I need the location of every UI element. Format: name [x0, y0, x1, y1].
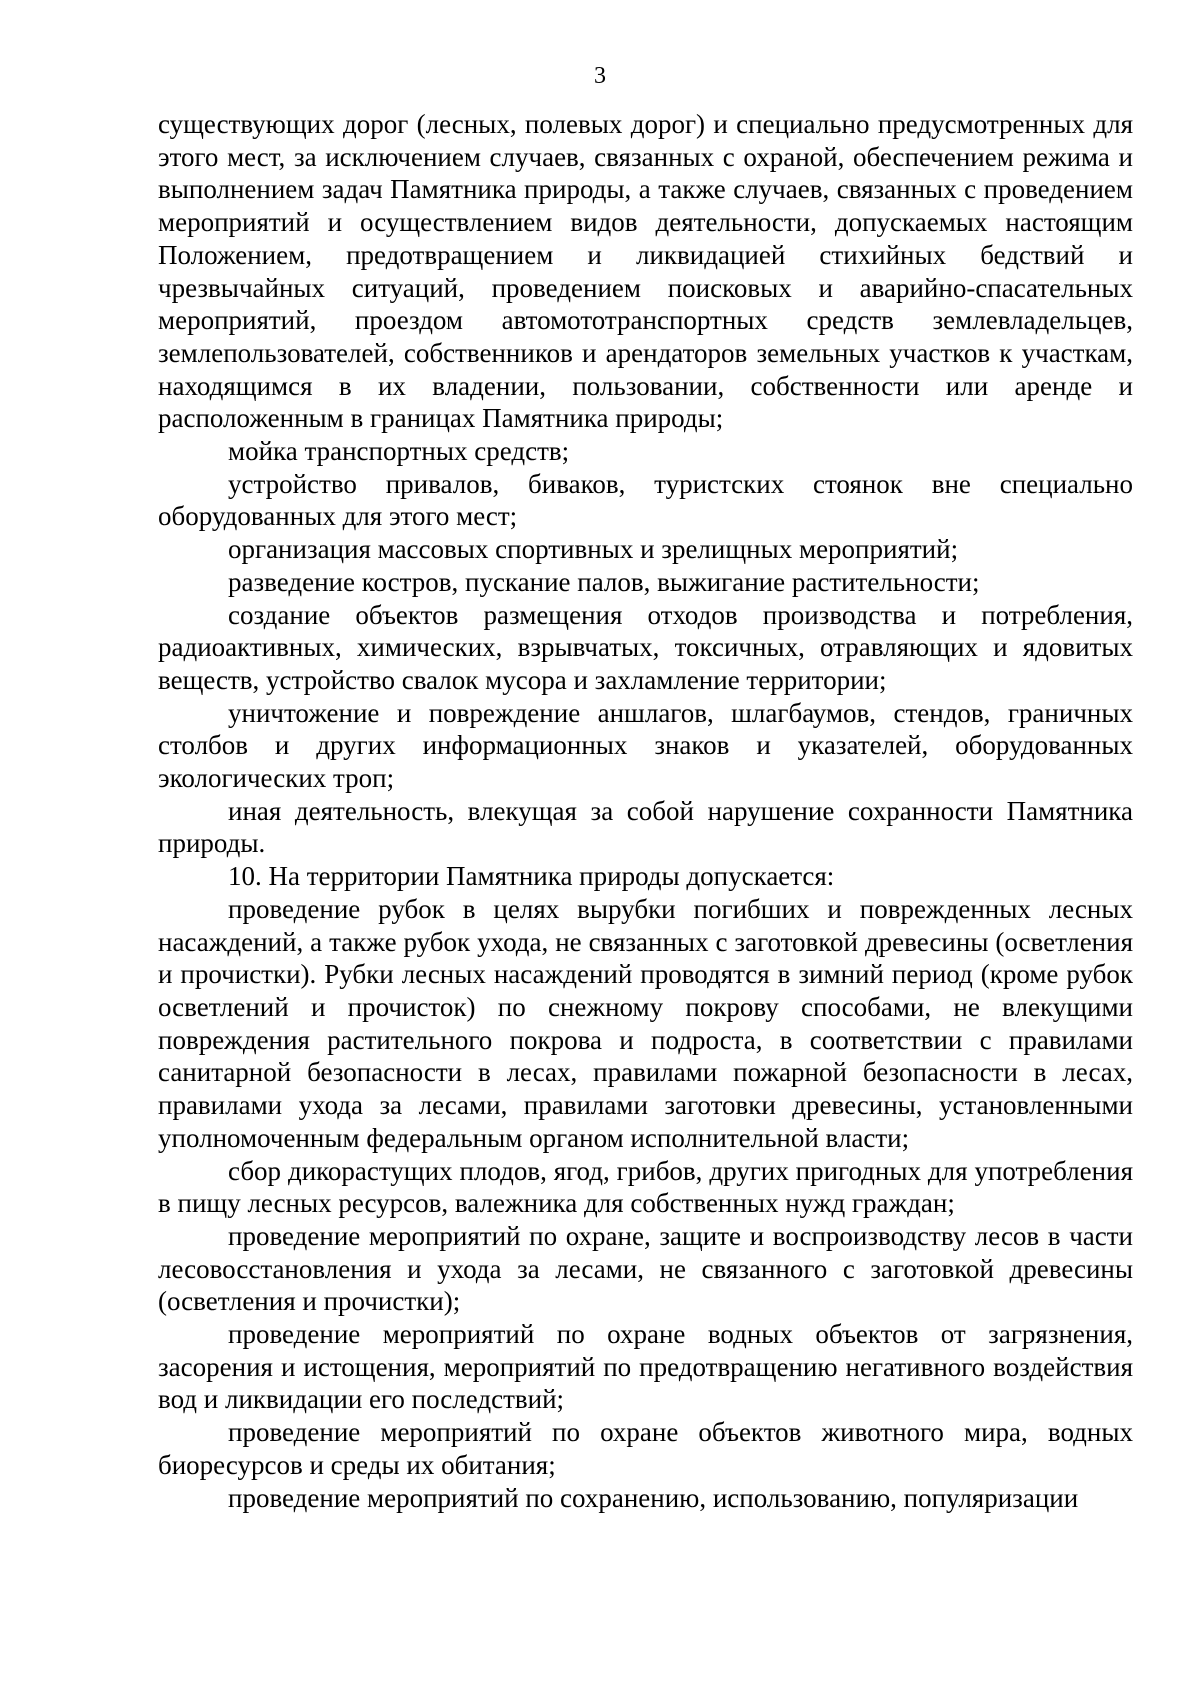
paragraph-gathering: сбор дикорастущих плодов, ягод, грибов, других пригодных для употребления в пищу лесных ресурсов, валежника для собственных нужд граждан;	[158, 1155, 1133, 1219]
paragraph-mass-events: организация массовых спортивных и зрелищных мероприятий;	[228, 534, 959, 565]
paragraph-forest-protection: проведение мероприятий по охране, защите и воспроизводству лесов в части лесовосстановления и ухода за лесами, не связанного с заготовкой древесины (осветления и прочистки);	[158, 1220, 1133, 1317]
paragraph-car-washing: мойка транспортных средств;	[228, 436, 570, 467]
paragraph-other-activity: иная деятельность, влекущая за собой нарушение сохранности Памятника природы.	[158, 795, 1133, 859]
paragraph-fires: разведение костров, пускание палов, выжигание растительности;	[228, 566, 980, 597]
paragraph-wildlife-protection: проведение мероприятий по охране объектов животного мира, водных биоресурсов и среды их обитания;	[158, 1417, 1133, 1480]
paragraph-section-10: 10. На территории Памятника природы допускается:	[228, 861, 835, 892]
paragraph-waste: создание объектов размещения отходов производства и потребления, радиоактивных, химических, взрывчатых, токсичных, отравляющих и ядовитых веществ, устройство свалок мусора и захламление территории;	[158, 599, 1133, 695]
paragraph-continuation: существующих дорог (лесных, полевых дорог) и специально предусмотренных для этого мест, за исключением случаев, связанных с охраной, обеспечением режима и выполнением задач Памятника природы, а также случаев, связанных с проведением мероприятий и осуществлением видов деятельности, допускаемых настоящим Положением, предотвращением и ликвидацией стихийных бедствий и чрезвычайных ситуаций, проведением поисковых и аварийно-спасательных мероприятий, проездом автомототранспортных средств землевладельцев, землепользователей, собственников и арендаторов земельных участков к участкам, находящимся в их владении, пользовании, собственности или аренде и расположенным в границах Памятника природы;	[158, 109, 1133, 434]
page-number: 3	[594, 63, 606, 89]
paragraph-conservation: проведение мероприятий по сохранению, использованию, популяризации	[228, 1482, 1079, 1513]
paragraph-water-protection: проведение мероприятий по охране водных объектов от загрязнения, засорения и истощения, мероприятий по предотвращению негативного воздействия вод и ликвидации его последствий;	[158, 1319, 1133, 1415]
paragraph-signs-damage: уничтожение и повреждение аншлагов, шлагбаумов, стендов, граничных столбов и других информационных знаков и указателей, оборудованных экологических троп;	[158, 697, 1133, 794]
paragraph-camps: устройство привалов, биваков, туристских стоянок вне специально оборудованных для этого мест;	[158, 468, 1133, 532]
document-body	[158, 108, 1133, 1514]
paragraph-logging: проведение рубок в целях вырубки погибших и поврежденных лесных насаждений, а также рубок ухода, не связанных с заготовкой древесины (осветления и прочистки). Рубки лесных насаждений проводятся в зимний период (кроме рубок осветлений и прочисток) по снежному покрову способами, не влекущими повреждения растительного покрова и подроста, в соответствии с правилами санитарной безопасности в лесах, правилами пожарной безопасности в лесах, правилами ухода за лесами, правилами заготовки древесины, установленными уполномоченным федеральным органом исполнительной власти;	[158, 893, 1133, 1153]
